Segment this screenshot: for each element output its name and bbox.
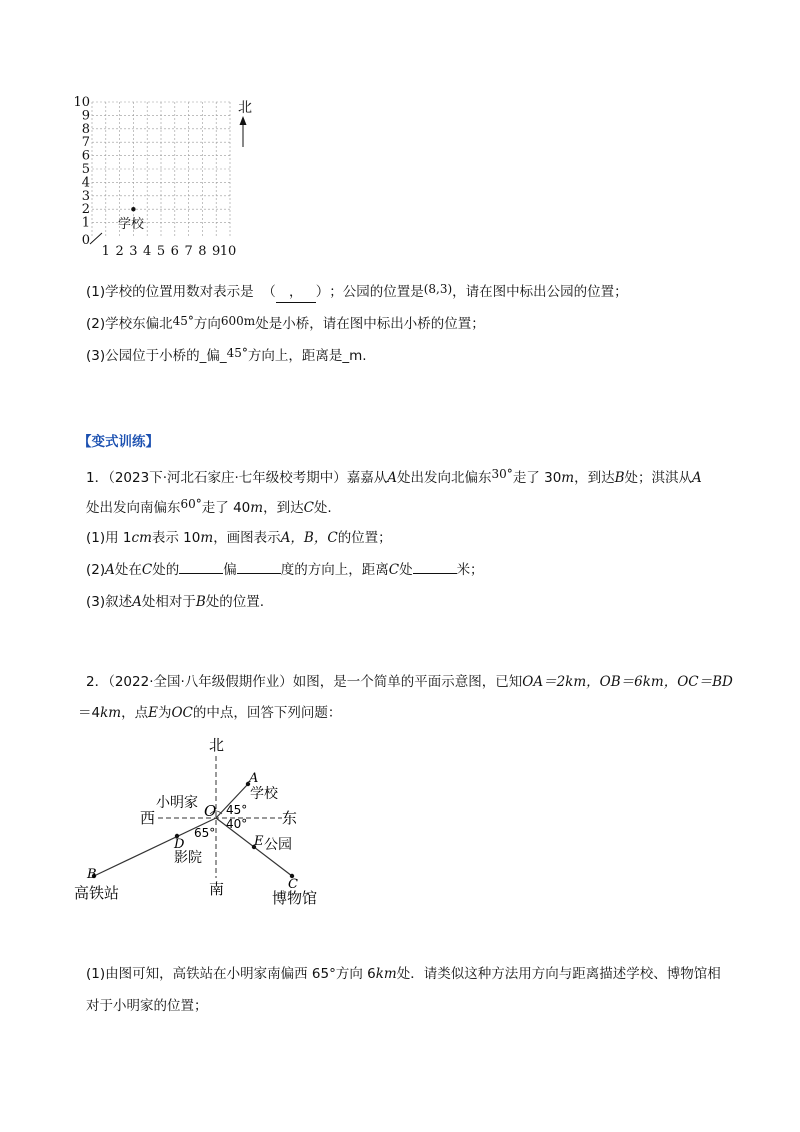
x-tick: 9 bbox=[212, 244, 221, 259]
section-heading: 【变式训练】 bbox=[78, 434, 159, 450]
point-b-label: B bbox=[87, 867, 97, 882]
ex1-part1: (1)用 1cm表示 10m，画图表示A，B，C的位置； bbox=[86, 530, 392, 546]
x-tick: 3 bbox=[129, 244, 138, 259]
south-label: 南 bbox=[209, 880, 225, 898]
park-label: 公园 bbox=[264, 837, 292, 853]
north-arrow-head bbox=[240, 116, 247, 125]
q1-part2: (2)学校东偏北45°方向600m处是小桥，请在图中标出小桥的位置； bbox=[86, 314, 485, 332]
x-tick-labels bbox=[102, 244, 237, 259]
school-label: 学校 bbox=[118, 217, 145, 232]
y-tick: 9 bbox=[81, 108, 90, 124]
map-diagram bbox=[70, 728, 340, 908]
y-tick: 3 bbox=[81, 188, 90, 204]
cinema-label: 影院 bbox=[174, 850, 202, 866]
x-tick: 7 bbox=[184, 244, 193, 259]
north-label: 北 bbox=[238, 100, 252, 116]
q1-part3: (3)公园位于小桥的_偏_45°方向上，距离是_m. bbox=[86, 346, 367, 364]
north-label: 北 bbox=[209, 736, 225, 754]
y-tick: 6 bbox=[81, 148, 90, 164]
ex2-part1-line2: 对于小明家的位置； bbox=[86, 998, 208, 1014]
ex2-line1: 2．（2022·全国·八年级假期作业）如图，是一个简单的平面示意图，已知OA＝2km，OB＝6km，OC＝BD bbox=[86, 674, 733, 690]
school-label: 学校 bbox=[250, 786, 278, 802]
x-tick: 6 bbox=[170, 244, 179, 259]
y-tick: 0 bbox=[81, 233, 90, 248]
y-tick: 7 bbox=[81, 135, 90, 151]
x-tick: 10 bbox=[219, 244, 237, 259]
east-label: 东 bbox=[282, 809, 298, 827]
x-tick: 2 bbox=[115, 244, 124, 259]
origin-label: O bbox=[204, 802, 217, 820]
y-tick: 1 bbox=[81, 215, 90, 231]
angle-40: 40° bbox=[226, 817, 248, 831]
x-tick: 1 bbox=[101, 244, 110, 259]
angle-45: 45° bbox=[226, 803, 248, 817]
ex1-part3: (3)叙述A处相对于B处的位置. bbox=[86, 594, 265, 610]
y-tick: 10 bbox=[73, 95, 90, 110]
y-tick: 4 bbox=[81, 175, 90, 191]
grid-lines bbox=[92, 102, 230, 236]
x-tick: 4 bbox=[143, 244, 152, 259]
point-e-label: E bbox=[254, 834, 264, 849]
coordinate-grid-figure bbox=[62, 92, 262, 262]
y-tick-labels bbox=[73, 95, 90, 248]
ex1-line2: 处出发向南偏东60°走了 40m，到达C处. bbox=[86, 497, 332, 516]
point-c-label: C bbox=[288, 877, 298, 892]
y-tick: 5 bbox=[81, 162, 90, 177]
answer-blank bbox=[179, 573, 223, 574]
y-tick: 2 bbox=[81, 202, 90, 218]
point-d-label: D bbox=[174, 837, 185, 852]
x-tick: 8 bbox=[198, 244, 207, 259]
angle-65: 65° bbox=[194, 826, 216, 840]
station-label: 高铁站 bbox=[74, 884, 120, 902]
home-label: 小明家 bbox=[156, 795, 198, 811]
ex2-part1-line1: (1)由图可知，高铁站在小明家南偏西 65°方向 6km处．请类似这种方法用方向与距离描述学校、博物馆相 bbox=[86, 966, 721, 982]
museum-label: 博物馆 bbox=[272, 889, 318, 907]
y-tick: 8 bbox=[81, 121, 90, 137]
answer-blank: （ ， ） bbox=[262, 282, 329, 303]
ex1-line1: 1．（2023下·河北石家庄·七年级校考期中）嘉嘉从A处出发向北偏东30°走了 30m，到达B处；淇淇从A bbox=[86, 467, 702, 486]
ex1-part2: (2)A处在C处的 偏 度的方向上，距离C处 米； bbox=[86, 562, 484, 578]
west-label: 西 bbox=[140, 809, 156, 827]
answer-blank bbox=[413, 573, 457, 574]
ex2-line2: ＝4km，点E为OC的中点，回答下列问题： bbox=[78, 705, 342, 721]
x-tick: 5 bbox=[156, 244, 166, 259]
point-a-label: A bbox=[249, 771, 259, 786]
school-point bbox=[131, 207, 135, 211]
answer-blank bbox=[237, 573, 281, 574]
q1-part1: (1)学校的位置用数对表示是 （ ， ）；公园的位置是(8,3)，请在图中标出公园的位置； bbox=[86, 279, 628, 303]
